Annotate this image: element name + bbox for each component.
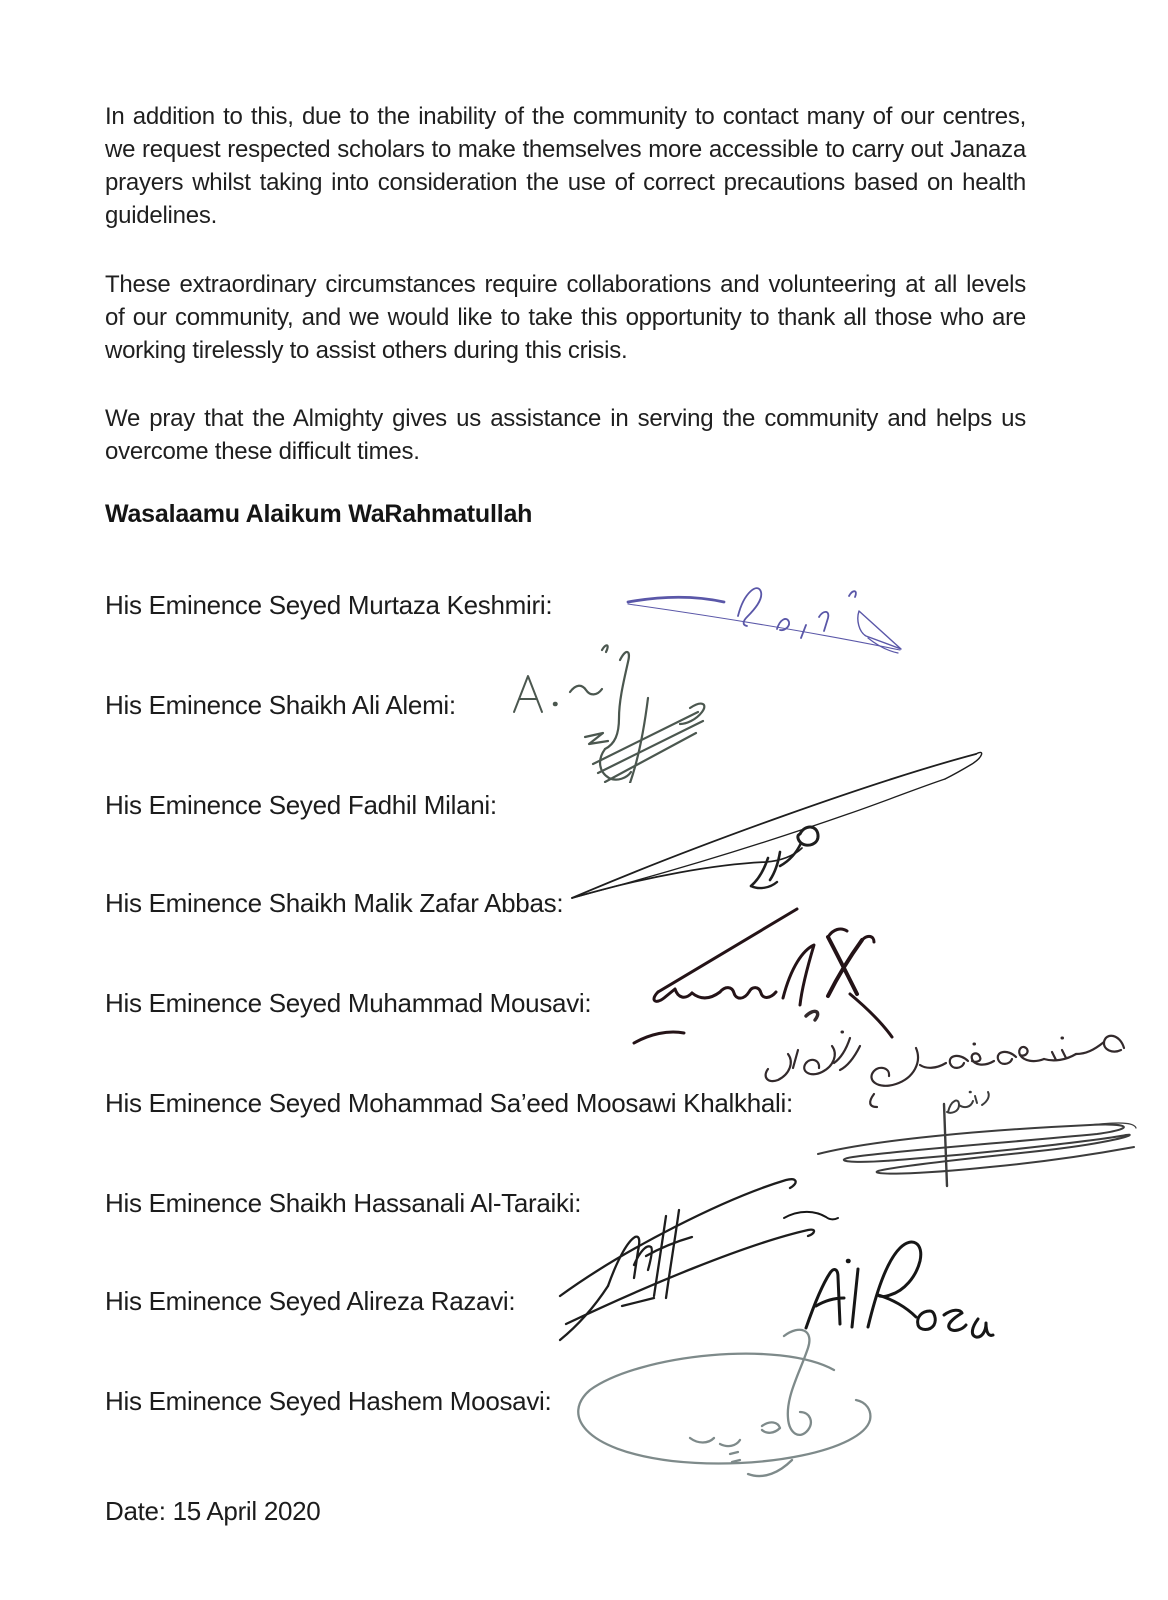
khalkhali-scribble-strokes [818, 1092, 1136, 1186]
hashem-signature-strokes [578, 1330, 870, 1476]
signatory-label-mousavi: His Eminence Seyed Muhammad Mousavi: [105, 988, 592, 1018]
signatory-label-altaraiki: His Eminence Shaikh Hassanali Al-Taraiki: [105, 1188, 582, 1218]
signatory-label-abbas: His Eminence Shaikh Malik Zafar Abbas: [105, 888, 564, 918]
salutation-heading: Wasalaamu Alaikum WaRahmatullah [105, 500, 533, 528]
signatory-label-milani: His Eminence Seyed Fadhil Milani: [105, 790, 497, 820]
signatory-label-keshmiri: His Eminence Seyed Murtaza Keshmiri: [105, 590, 553, 620]
paragraph-janaza-prayers: In addition to this, due to the inability of the community to contact many of our centres, we request respected scholars to make themselves more accessible to carry out Janaza prayers whilst taking into consideration the use of correct precautions based on health guidelines. [105, 103, 1026, 229]
khalkhali-scribble-signature [798, 1086, 1140, 1194]
razavi-signature [780, 1198, 1008, 1340]
altaraiki-signature-strokes [560, 1179, 814, 1340]
paragraph-volunteering: These extraordinary circumstances require collaborations and volunteering at all levels of our community, and we would like to take this opportunity to thank all those who are working tirelessly to assist others during this crisis. [105, 271, 1026, 364]
signatory-label-khalkhali: His Eminence Seyed Mohammad Sa’eed Moosawi Khalkhali: [105, 1088, 793, 1118]
milani-signature [558, 738, 990, 906]
signatory-label-alemi: His Eminence Shaikh Ali Alemi: [105, 690, 456, 720]
altaraiki-signature [546, 1146, 818, 1344]
milani-signature-strokes [572, 752, 982, 898]
razavi-signature-strokes [784, 1212, 993, 1337]
date-line: Date: 15 April 2020 [105, 1496, 321, 1526]
signatory-label-razavi: His Eminence Seyed Alireza Razavi: [105, 1286, 516, 1316]
paragraph-prayer: We pray that the Almighty gives us assistance in serving the community and helps us overcome these difficult times. [105, 405, 1026, 465]
signatory-label-hashem: His Eminence Seyed Hashem Moosavi: [105, 1386, 552, 1416]
hashem-signature [550, 1320, 884, 1488]
